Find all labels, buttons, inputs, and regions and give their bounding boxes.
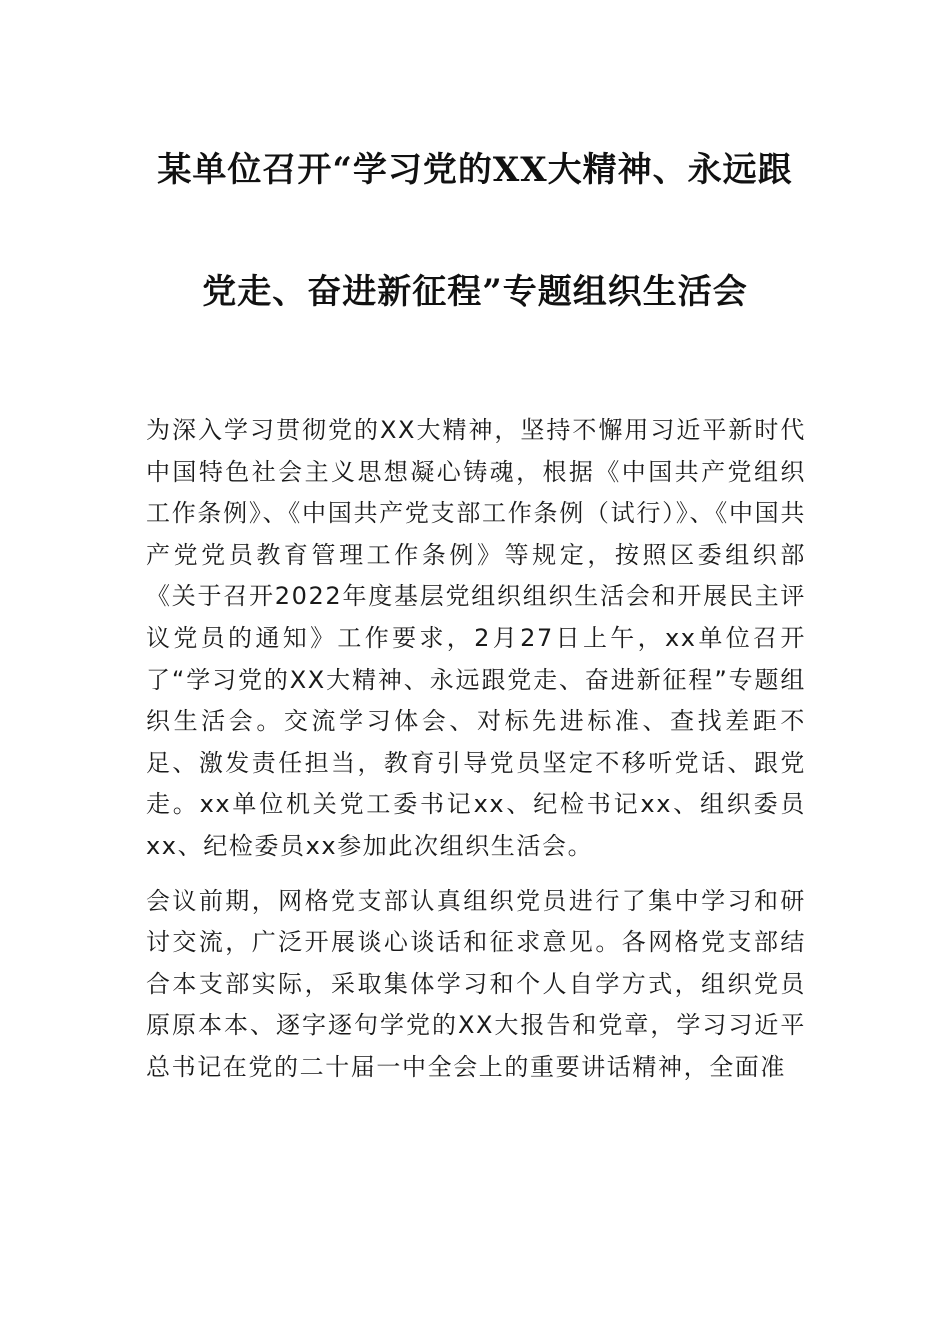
document-title xyxy=(0,150,950,312)
body-paragraph-1: 为深入学习贯彻党的XX大精神，坚持不懈用习近平新时代中国特色社会主义思想凝心铸魂，根据《中国共产党组织工作条例》、《中国共产党支部工作条例（试行）》、《中国共产党党员教育管理工作条例》等规定，按照区委组织部《关于召开2022年度基层党组织组织生活会和开展民主评议党员的通知》工作要求，2月27日上午，xx单位召开了“学习党的XX大精神、永远跟党走、奋进新征程”专题组织生活会。交流学习体会、对标先进标准、查找差距不足、激发责任担当，教育引导党员坚定不移听党话、跟党走。xx单位机关党工委书记xx、纪检书记xx、组织委员xx、纪检委员xx参加此次组织生活会。 xyxy=(146,416,806,860)
title-line-1: 某单位召开“学习党的XX大精神、永远跟 xyxy=(157,150,793,190)
body-paragraph-2: 会议前期，网格党支部认真组织党员进行了集中学习和研讨交流，广泛开展谈心谈话和征求意见。各网格党支部结合本支部实际，采取集体学习和个人自学方式，组织党员原原本本、逐字逐句学党的XX大报告和党章，学习习近平总书记在党的二十届一中全会上的重要讲话精神，全面准 xyxy=(146,886,806,1081)
document-body xyxy=(146,410,806,1089)
title-line-2: 党走、奋进新征程”专题组织生活会 xyxy=(202,272,748,312)
